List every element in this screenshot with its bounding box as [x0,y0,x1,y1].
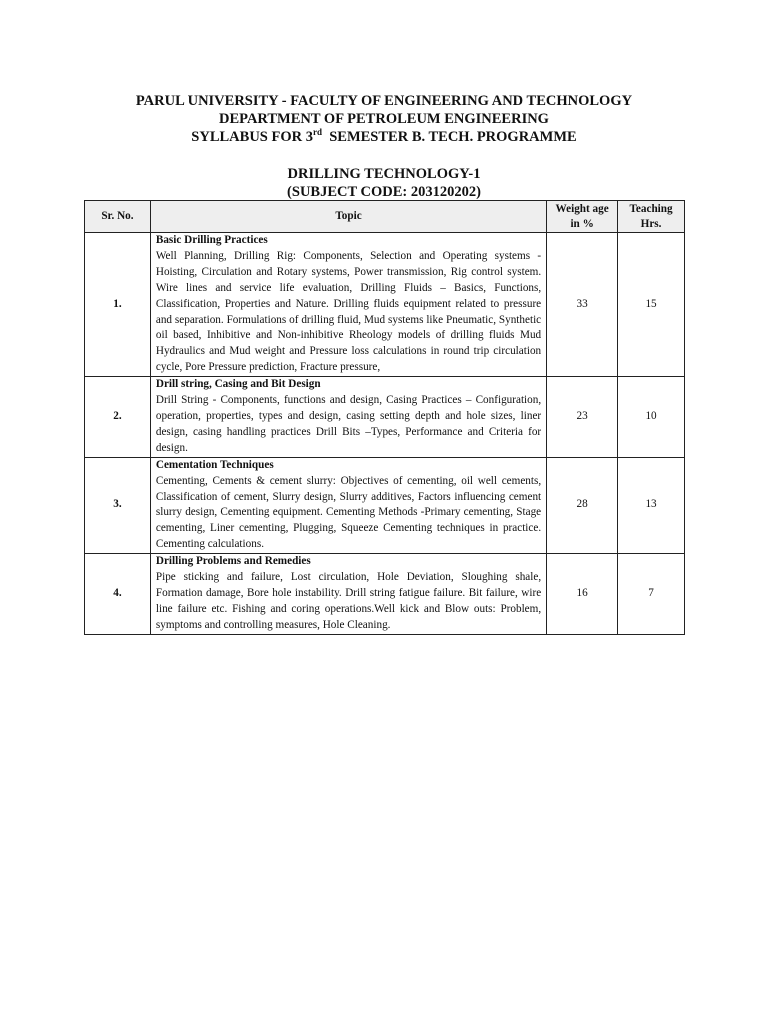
topic-cell [150,457,546,553]
syllabus-title-suffix: SEMESTER B. TECH. PROGRAMME [321,129,577,145]
sr-no-cell: 4. [85,554,151,635]
syllabus-title-prefix: SYLLABUS FOR 3 [191,129,313,145]
subject-name: DRILLING TECHNOLOGY-1 [287,166,481,182]
syllabus-table [84,200,685,635]
table-row [85,233,685,377]
column-header-teaching-hrs: Teaching Hrs. [618,201,685,233]
topic-title: Cementation Techniques [155,458,274,471]
topic-cell [150,233,546,377]
subject-code: (SUBJECT CODE: 203120202) [287,184,481,200]
table-header-row [85,201,685,233]
syllabus-title [0,128,768,146]
table-row [85,457,685,553]
topic-description: Pipe sticking and failure, Lost circulation, Hole Deviation, Sloughing shale, Formation damage, Bore hole instability. Drill string fatigue failure. Bit failure, wire line failure etc. Fishing and coring operations.Well kick and Blow outs: Problem, symptoms and controlling measures, Hole Cleaning. [155,571,542,631]
table-row [85,377,685,458]
topic-cell [150,377,546,458]
table-row [85,554,685,635]
weightage-cell: 16 [547,554,618,635]
topic-title: Drill string, Casing and Bit Design [155,378,321,391]
teaching-hours-cell: 13 [618,457,685,553]
semester-ordinal-suffix: rd [312,127,322,138]
column-header-sr-no: Sr. No. [85,201,151,233]
topic-description: Drill String - Components, functions and design, Casing Practices – Configuration, operation, properties, types and design, casing setting depth and hole sizes, liner design, casing handling practices Drill Bits –Types, Performance and Criteria for design. [155,394,542,454]
weightage-cell: 28 [547,457,618,553]
column-header-topic: Topic [150,201,546,233]
topic-description: Cementing, Cements & cement slurry: Objectives of cementing, oil well cements, Classification of cement, Slurry design, Slurry additives, Factors influencing cement slurry design, Cementing equipment. Cementing Methods -Primary cementing, Stage cementing, Liner cementing, Plugging, Squeeze Cementing techniques in practice. Cementing calculations. [155,474,542,551]
topic-description: Well Planning, Drilling Rig: Components, Selection and Operating systems - Hoisting, Circulation and Rotary systems, Power transmission, Rig control system. Wire lines and service life evaluation, Drilling Fluids – Basics, Functions, Classification, Properties and Nature. Drilling fluids equipment related to pressure and separation. Formulations of drilling fluid, Mud systems like Pneumatic, Synthetic oil based, Inhibitive and Non-inhibitive Rheology models of drilling fluids Mud Hydraulics and Mud weight and Pressure loss calculations in round trip circulation cycle, Pore Pressure prediction, Fracture pressure, [155,249,542,374]
sr-no-cell: 1. [85,233,151,377]
topic-title: Basic Drilling Practices [155,234,268,246]
weightage-cell: 23 [547,377,618,458]
column-header-weightage: Weight age in % [547,201,618,233]
university-title: PARUL UNIVERSITY - FACULTY OF ENGINEERING AND TECHNOLOGY [135,93,633,109]
teaching-hours-cell: 15 [618,233,685,377]
sr-no-cell: 3. [85,457,151,553]
teaching-hours-cell: 7 [618,554,685,635]
document-header [0,92,768,146]
weightage-cell: 33 [547,233,618,377]
subject-heading [0,165,768,201]
teaching-hours-cell: 10 [618,377,685,458]
sr-no-cell: 2. [85,377,151,458]
department-title: DEPARTMENT OF PETROLEUM ENGINEERING [219,111,549,127]
topic-cell [150,554,546,635]
topic-title: Drilling Problems and Remedies [155,555,311,568]
